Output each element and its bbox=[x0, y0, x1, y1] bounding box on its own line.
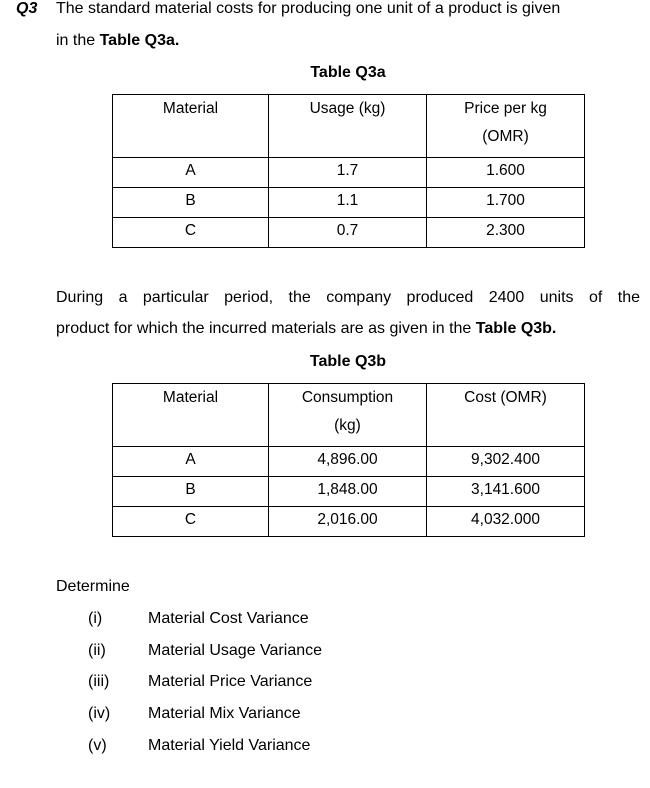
cell-usage: 1.1 bbox=[269, 188, 427, 218]
list-item-number: (iii) bbox=[88, 673, 110, 690]
table-q3b-header-row bbox=[113, 384, 585, 447]
list-item-text: Material Yield Variance bbox=[148, 737, 311, 754]
table-q3b-header-material: Material bbox=[113, 384, 269, 447]
table-q3a-header-usage: Usage (kg) bbox=[269, 95, 427, 158]
table-row bbox=[113, 158, 585, 188]
cell-price: 1.700 bbox=[427, 188, 585, 218]
table-ref-q3b: Table Q3b. bbox=[475, 320, 557, 337]
table-q3a-header-material: Material bbox=[113, 95, 269, 158]
cell-cost: 3,141.600 bbox=[427, 477, 585, 507]
list-item-number: (ii) bbox=[88, 642, 106, 659]
cell-cost: 4,032.000 bbox=[427, 507, 585, 537]
cell-material: C bbox=[113, 218, 269, 248]
table-row bbox=[113, 447, 585, 477]
table-q3a-header-row bbox=[113, 95, 585, 158]
table-q3b-caption: Table Q3b bbox=[309, 353, 387, 370]
cell-price: 2.300 bbox=[427, 218, 585, 248]
cell-material: B bbox=[113, 477, 269, 507]
list-item-text: Material Mix Variance bbox=[148, 705, 301, 722]
question-number: Q3 bbox=[16, 0, 38, 17]
cell-usage: 1.7 bbox=[269, 158, 427, 188]
table-row bbox=[113, 507, 585, 537]
list-item-text: Material Price Variance bbox=[148, 673, 313, 690]
cell-consumption: 4,896.00 bbox=[269, 447, 427, 477]
cell-price: 1.600 bbox=[427, 158, 585, 188]
question-intro-line1: The standard material costs for producing one unit of a product is given bbox=[56, 0, 561, 17]
table-q3b bbox=[112, 383, 585, 537]
table-q3a bbox=[112, 94, 585, 248]
cell-material: C bbox=[113, 507, 269, 537]
paragraph-prefix: product for which the incurred materials are as given in the bbox=[56, 320, 476, 337]
table-ref-q3a: Table Q3a. bbox=[99, 32, 180, 49]
paragraph-line1: During a particular period, the company produced 2400 units of the bbox=[56, 289, 640, 306]
list-item-number: (v) bbox=[88, 737, 107, 754]
list-item-number: (iv) bbox=[88, 705, 111, 722]
table-q3a-header-price: Price per kg (OMR) bbox=[427, 95, 585, 158]
table-q3a-caption: Table Q3a bbox=[310, 64, 386, 81]
intro-prefix: in the bbox=[56, 32, 100, 49]
cell-cost: 9,302.400 bbox=[427, 447, 585, 477]
table-row bbox=[113, 218, 585, 248]
table-row bbox=[113, 477, 585, 507]
table-q3b-header-cost: Cost (OMR) bbox=[427, 384, 585, 447]
cell-consumption: 2,016.00 bbox=[269, 507, 427, 537]
determine-label: Determine bbox=[56, 578, 130, 595]
cell-usage: 0.7 bbox=[269, 218, 427, 248]
list-item-text: Material Usage Variance bbox=[148, 642, 323, 659]
cell-consumption: 1,848.00 bbox=[269, 477, 427, 507]
table-q3b-header-consumption: Consumption (kg) bbox=[269, 384, 427, 447]
paragraph-line2 bbox=[56, 320, 556, 338]
list-item-number: (i) bbox=[88, 610, 103, 627]
cell-material: B bbox=[113, 188, 269, 218]
cell-material: A bbox=[113, 447, 269, 477]
cell-material: A bbox=[113, 158, 269, 188]
question-intro-line2 bbox=[56, 32, 179, 50]
list-item-text: Material Cost Variance bbox=[148, 610, 309, 627]
table-row bbox=[113, 188, 585, 218]
